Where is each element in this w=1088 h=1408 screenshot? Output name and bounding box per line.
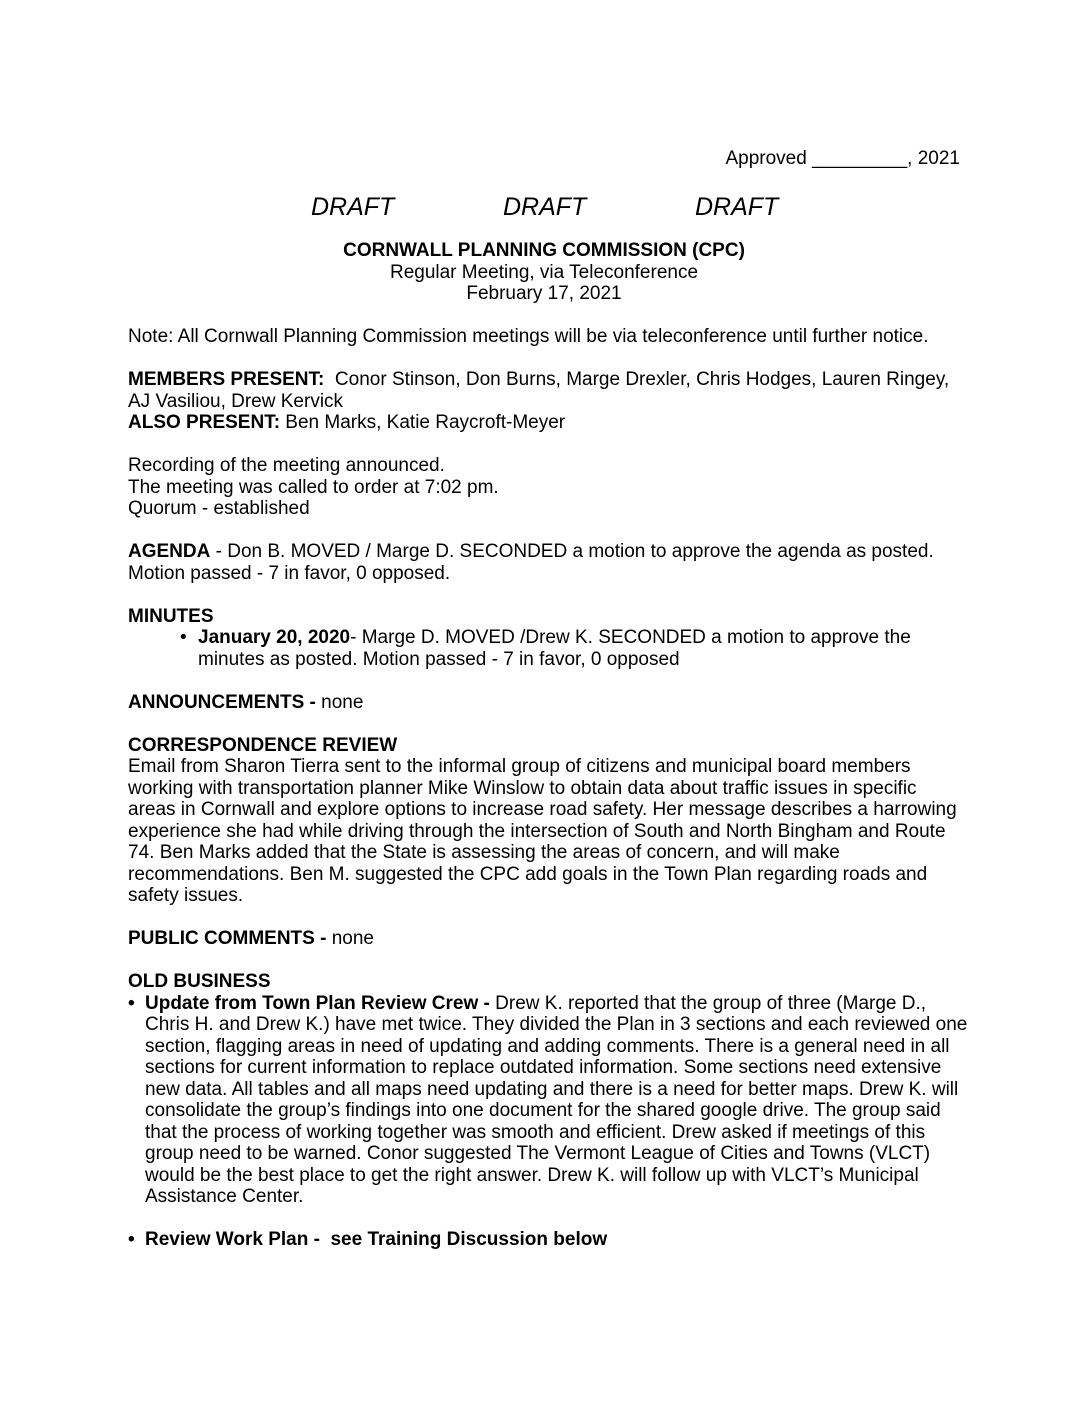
list-item <box>198 627 968 670</box>
announcements-text: none <box>321 691 364 713</box>
draft-mark: DRAFT <box>311 193 395 221</box>
old-business-item2-label: Review Work Plan - see Training Discussion below <box>145 1229 608 1250</box>
minutes-heading: MINUTES <box>128 605 214 627</box>
note-paragraph: Note: All Cornwall Planning Commission meetings will be via teleconference until further notice. <box>128 326 929 347</box>
organization-title: CORNWALL PLANNING COMMISSION (CPC) <box>343 240 745 261</box>
public-comments-label: PUBLIC COMMENTS - <box>128 928 332 949</box>
draft-mark: DRAFT <box>503 193 587 221</box>
list-item <box>145 1229 968 1251</box>
correspondence-text: Email from Sharon Tierra sent to the informal group of citizens and municipal board members working with transportation planner Mike Winslow to obtain data about traffic issues in specific areas in Cornwall and explore options to increase road safety. Her message describes a harrowing experience she had while driving through the intersection of South and North Bingham and Route 74. Ben Marks added that the State is assessing the areas of concern, and will make recommendations. Ben M. suggested the CPC add goals in the Town Plan regarding roads and safety issues. <box>128 756 957 906</box>
minutes-body <box>128 326 968 1251</box>
document-header <box>0 240 1088 305</box>
old-business-list-2 <box>128 1229 968 1251</box>
members-present <box>128 369 968 412</box>
also-present-label: ALSO PRESENT: <box>128 412 281 433</box>
agenda-section <box>128 541 968 584</box>
draft-watermark-row <box>0 192 1088 222</box>
correspondence-heading: CORRESPONDENCE REVIEW <box>128 734 398 756</box>
meeting-date: February 17, 2021 <box>466 283 622 304</box>
old-business-list <box>128 993 968 1208</box>
also-present <box>128 412 968 434</box>
old-business-item1-label: Update from Town Plan Review Crew - <box>145 992 496 1014</box>
call-to-order-line: The meeting was called to order at 7:02 pm. <box>128 476 499 498</box>
recording-line: Recording of the meeting announced. <box>128 455 445 476</box>
agenda-label: AGENDA <box>128 541 211 562</box>
agenda-text: - Don B. MOVED / Marge D. SECONDED a motion to approve the agenda as posted. Motion passed - 7 in favor, 0 opposed. <box>128 541 934 584</box>
minutes-list <box>128 627 968 670</box>
draft-mark: DRAFT <box>695 193 779 221</box>
list-item <box>145 993 968 1208</box>
announcements-section <box>128 692 968 714</box>
public-comments-section <box>128 928 968 950</box>
meeting-type: Regular Meeting, via Teleconference <box>389 261 699 283</box>
quorum-line: Quorum - established <box>128 498 310 519</box>
also-present-text: Ben Marks, Katie Raycroft-Meyer <box>280 412 566 433</box>
members-present-text: Conor Stinson, Don Burns, Marge Drexler, Chris Hodges, Lauren Ringey, AJ Vasiliou, Drew Kervick <box>128 369 954 412</box>
announcements-label: ANNOUNCEMENTS - <box>128 691 322 713</box>
minutes-item-label: January 20, 2020 <box>198 627 351 648</box>
members-present-label: MEMBERS PRESENT: <box>128 369 325 390</box>
approved-line: Approved _________, 2021 <box>725 148 960 169</box>
old-business-heading: OLD BUSINESS <box>128 971 271 992</box>
minutes-item-text: - Marge D. MOVED /Drew K. SECONDED a motion to approve the minutes as posted. Motion passed - 7 in favor, 0 opposed <box>198 627 911 670</box>
public-comments-text: none <box>331 928 374 949</box>
old-business-item1-text: Drew K. reported that the group of three (Marge D., Chris H. and Drew K.) have met twice. They divided the Plan in 3 sections and each reviewed one section, flagging areas in need of updating and adding comments. There is a general need in all sections for current information to replace outdated information. Some sections need extensive new data. All tables and all maps need updating and there is a need for better maps. Drew K. will consolidate the group’s findings into one document for the shared google drive. The group said that the process of working together was smooth and efficient. Drew asked if meetings of this group need to be warned. Conor suggested The Vermont League of Cities and Towns (VLCT) would be the best place to get the right answer. Drew K. will follow up with VLCT’s Municipal Assistance Center. <box>145 992 968 1207</box>
